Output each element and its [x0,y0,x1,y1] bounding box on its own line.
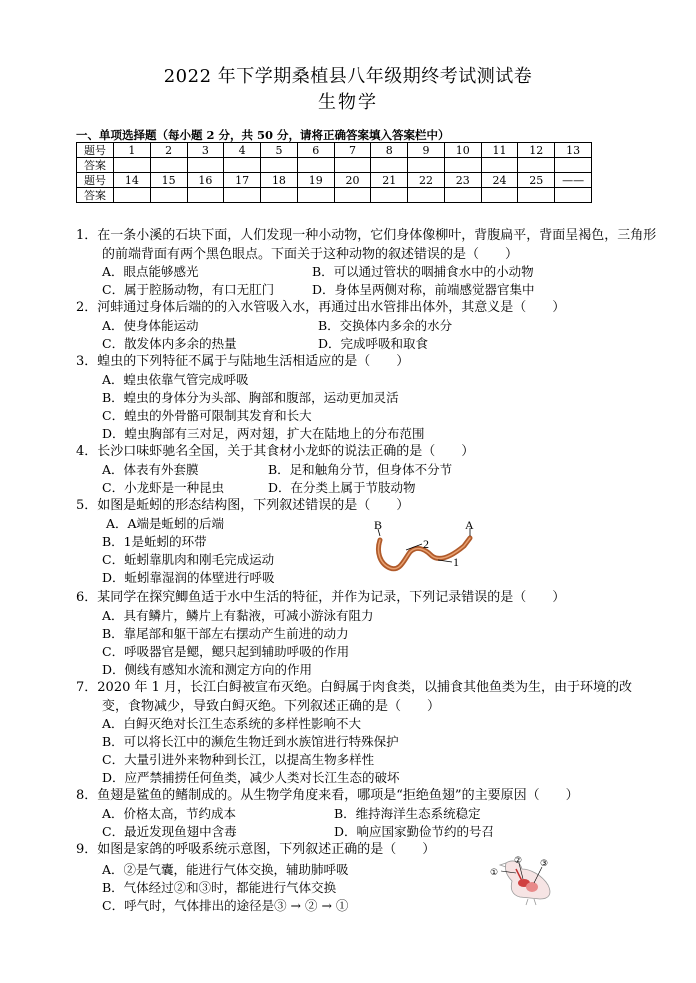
q9-option-c: C．呼气时，气体排出的途径是③ → ② → ① [102,898,349,913]
question-6-stem: 6．某同学在探究鲫鱼适于水中生活的特征，并作为记录，下列记录错误的是（ ） [76,590,566,605]
label-circle-2: ② [514,856,523,866]
row-label: 答案 [77,188,114,203]
answer-cell[interactable] [371,158,408,173]
num-cell: 10 [444,143,481,158]
question-2-stem: 2．河蚌通过身体后端的的入水管吸入水，再通过出水管排出体外，其意义是（ ） [76,300,566,315]
num-cell: 13 [555,143,592,158]
question-4-stem: 4．长沙口味虾驰名全国，关于其食材小龙虾的说法正确的是（ ） [76,444,475,459]
answer-cell[interactable] [408,158,445,173]
q4-option-b: B．足和触角分节，但身体不分节 [268,462,453,477]
num-cell: 17 [224,173,261,188]
row-label: 题号 [77,143,114,158]
table-row [77,158,592,173]
q5-option-c: C．蚯蚓靠肌肉和刚毛完成运动 [102,552,275,567]
answer-cell[interactable] [261,158,298,173]
q6-option-b: B．靠尾部和躯干部左右摆动产生前进的动力 [102,626,349,641]
answer-cell[interactable] [187,188,224,203]
q7-option-a: A．白鲟灭绝对长江生态系统的多样性影响不大 [102,716,362,731]
q2-option-d: D．完成呼吸和取食 [318,336,429,351]
q9-option-a: A．②是气囊，能进行气体交换，辅助肺呼吸 [102,862,349,877]
q2-option-c: C．散发体内多余的热量 [102,336,237,351]
q5-option-a: A．A端是蚯蚓的后端 [106,516,225,531]
q3-option-b: B．蝗虫的身体分为头部、胸部和腹部，运动更加灵活 [102,390,399,405]
q6-option-d: D．侧线有感知水流和测定方向的作用 [102,662,313,677]
num-cell: 8 [371,143,408,158]
exam-title: 2022 年下学期桑植县八年级期终考试测试卷 [163,66,533,87]
table-row [77,173,592,188]
label-b: B [374,520,383,532]
num-cell: 5 [261,143,298,158]
q4-option-d: D．在分类上属于节肢动物 [268,480,416,495]
q5-option-d: D．蚯蚓靠湿润的体壁进行呼吸 [102,570,275,585]
label-1: 1 [453,555,459,569]
answer-cell[interactable] [187,158,224,173]
q8-option-a: A．价格太高，节约成本 [102,806,237,821]
answer-cell[interactable] [224,158,261,173]
q2-option-b: B．交换体内多余的水分 [318,318,453,333]
q8-option-d: D．响应国家勤俭节约的号召 [334,824,495,839]
q6-option-c: C．呼吸器官是鳃，鳃只起到辅助呼吸的作用 [102,644,350,659]
answer-cell[interactable] [114,188,151,203]
question-8-stem: 8．鱼翅是鲨鱼的鳍制成的。从生物学角度来看，哪项是“拒绝鱼翅”的主要原因（ ） [76,788,579,803]
num-cell: 24 [481,173,518,188]
air-sac [526,882,538,892]
answer-cell[interactable] [408,188,445,203]
q2-option-a: A．使身体能运动 [102,318,199,333]
label-circle-1: ① [490,868,499,878]
num-cell: 2 [150,143,187,158]
answer-cell[interactable] [150,158,187,173]
question-9-stem: 9．如图是家鸽的呼吸系统示意图，下列叙述正确的是（ ） [76,842,436,857]
num-cell: 6 [297,143,334,158]
answer-cell[interactable] [224,188,261,203]
table-row [77,188,592,203]
label-a: A [465,520,474,532]
answer-cell[interactable] [481,158,518,173]
row-label: 题号 [77,173,114,188]
answer-cell[interactable] [114,158,151,173]
answer-cell[interactable] [334,158,371,173]
q5-option-b: B．1是蚯蚓的环带 [102,534,207,549]
earthworm-figure [366,520,482,582]
question-1-stem: 1．在一条小溪的石块下面，人们发现一种小动物，它们身体像柳叶，背腹扁平，背面呈褐色，三角形的前端背面有两个黑色眼点。下面关于这种动物的叙述错误的是（ ） [76,228,657,262]
q8-option-b: B．维持海洋生态系统稳定 [334,806,481,821]
subject-title: 生物学 [318,92,378,113]
num-cell: 19 [297,173,334,188]
answer-cell[interactable] [518,188,555,203]
num-cell: 16 [187,173,224,188]
answer-cell[interactable] [297,158,334,173]
num-cell: 20 [334,173,371,188]
num-cell: 23 [444,173,481,188]
num-cell: 9 [408,143,445,158]
question-7-stem: 7．2020 年 1 月，长江白鲟被宣布灭绝。白鲟属于肉食类，以捕食其他鱼类为生，由于环境的改变，食物减少，导致白鲟灭绝。下列叙述正确的是（ ） [76,680,633,714]
answer-cell[interactable] [444,158,481,173]
num-cell: 18 [261,173,298,188]
num-cell: —— [555,173,592,188]
q3-option-d: D．蝗虫胸部有三对足，两对翅，扩大在陆地上的分布范围 [102,426,425,441]
q3-option-a: A．蝗虫依靠气管完成呼吸 [102,372,249,387]
num-cell: 7 [334,143,371,158]
answer-cell[interactable] [555,188,592,203]
row-label: 答案 [77,158,114,173]
num-cell: 12 [518,143,555,158]
q4-option-c: C．小龙虾是一种昆虫 [102,480,225,495]
q1-option-c: C．属于腔肠动物，有口无肛门 [102,282,275,297]
q7-option-b: B．可以将长江中的濒危生物迁到水族馆进行特殊保护 [102,734,399,749]
answer-table [76,142,592,203]
q4-option-a: A．体表有外套膜 [102,462,199,477]
answer-cell[interactable] [371,188,408,203]
q1-option-b: B．可以通过管状的咽捕食水中的小动物 [312,264,534,279]
num-cell: 1 [114,143,151,158]
pigeon-respiratory-figure [490,855,560,907]
answer-cell[interactable] [555,158,592,173]
num-cell: 15 [150,173,187,188]
answer-cell[interactable] [444,188,481,203]
label-2: 2 [423,537,429,551]
section-heading: 一、单项选择题（每小题 2 分，共 50 分，请将正确答案填入答案栏中） [76,128,450,142]
q8-option-c: C．最近发现鱼翅中含毒 [102,824,237,839]
q3-option-c: C．蝗虫的外骨骼可限制其发育和长大 [102,408,312,423]
answer-cell[interactable] [518,158,555,173]
num-cell: 22 [408,173,445,188]
q9-option-b: B．气体经过②和③时，都能进行气体交换 [102,880,337,895]
answer-cell[interactable] [334,188,371,203]
q1-option-a: A．眼点能够感光 [102,264,199,279]
q7-option-c: C．大量引进外来物种到长江，以提高生物多样性 [102,752,375,767]
num-cell: 25 [518,173,555,188]
num-cell: 21 [371,173,408,188]
answer-cell[interactable] [261,188,298,203]
q1-option-d: D．身体呈两侧对称，前端感觉器官集中 [312,282,535,297]
question-3-stem: 3．蝗虫的下列特征不属于与陆地生活相适应的是（ ） [76,354,410,369]
table-row [77,143,592,158]
question-5-stem: 5．如图是蚯蚓的形态结构图，下列叙述错误的是（ ） [76,498,410,513]
answer-cell[interactable] [297,188,334,203]
num-cell: 4 [224,143,261,158]
answer-cell[interactable] [481,188,518,203]
label-circle-3: ③ [540,859,549,869]
num-cell: 14 [114,173,151,188]
answer-cell[interactable] [150,188,187,203]
num-cell: 3 [187,143,224,158]
num-cell: 11 [481,143,518,158]
q6-option-a: A．具有鳞片，鳞片上有黏液，可减小游泳有阻力 [102,608,374,623]
q7-option-d: D．应严禁捕捞任何鱼类，减少人类对长江生态的破坏 [102,770,400,785]
